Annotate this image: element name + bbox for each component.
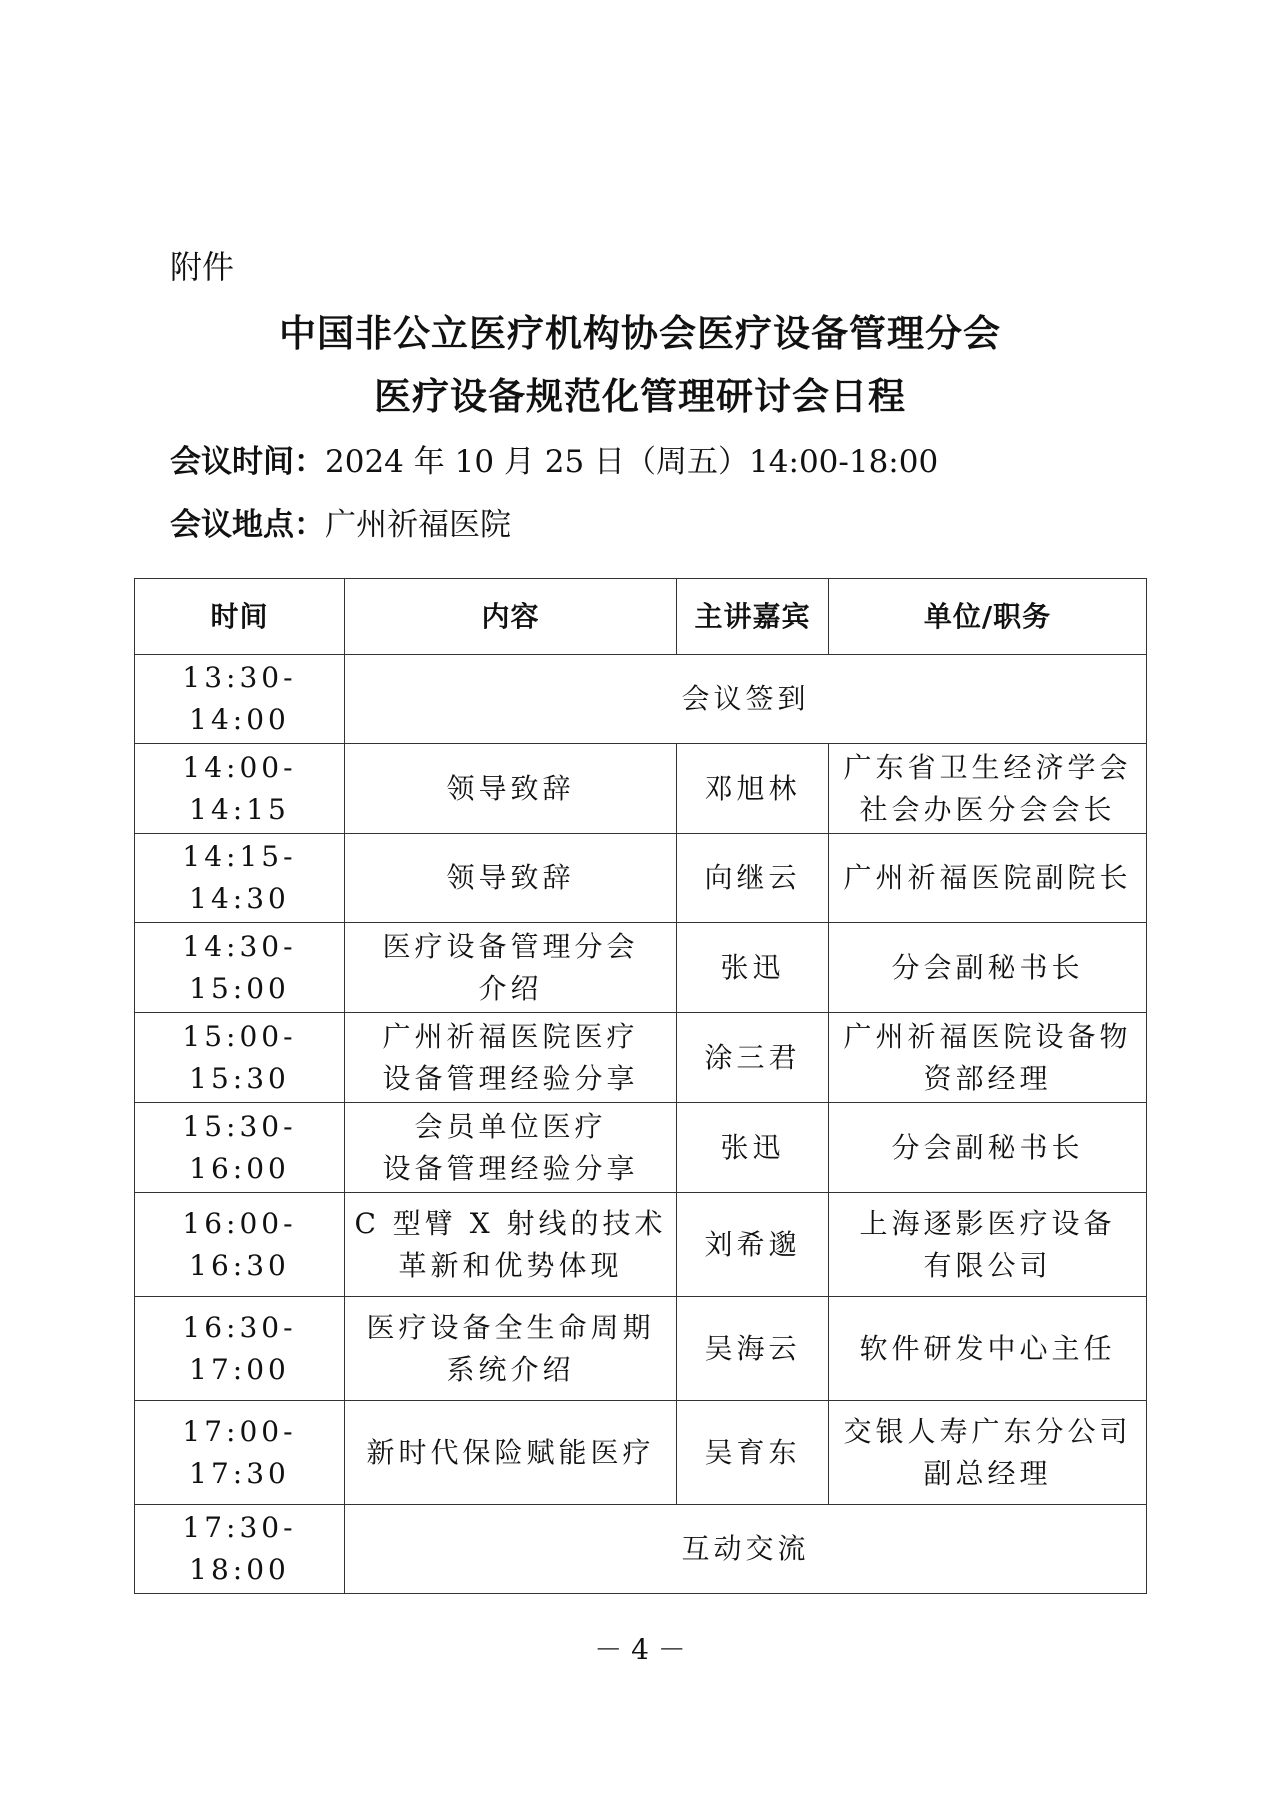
document-title-line-1: 中国非公立医疗机构协会医疗设备管理分会 (279, 312, 1001, 355)
cell-merged: 会议签到 (345, 655, 1147, 744)
cell-time: 16:00-16:30 (135, 1193, 345, 1297)
cell-speaker: 吴育东 (677, 1401, 829, 1505)
header-time: 时间 (135, 579, 345, 655)
cell-line: 交银人寿广东分公司 (843, 1414, 1132, 1448)
cell-line: 社会办医分会会长 (859, 792, 1116, 826)
cell-line: 广州祈福医院副院长 (843, 861, 1132, 894)
cell-line: 新时代保险赋能医疗 (366, 1435, 655, 1469)
cell-time: 15:00-15:30 (135, 1013, 345, 1103)
table-row (135, 744, 1147, 834)
table-row (135, 655, 1147, 744)
cell-line: 设备管理经验分享 (382, 1061, 639, 1095)
cell-speaker: 邓旭林 (677, 744, 829, 834)
table-row (135, 1193, 1147, 1297)
cell-speaker: 刘希邈 (677, 1193, 829, 1297)
header-content: 内容 (345, 579, 677, 655)
cell-unit (829, 1193, 1147, 1297)
cell-line: 医疗设备全生命周期 (366, 1310, 655, 1344)
cell-speaker: 吴海云 (677, 1297, 829, 1401)
cell-speaker: 向继云 (677, 834, 829, 923)
cell-line: 设备管理经验分享 (382, 1151, 639, 1185)
cell-speaker: 张迅 (677, 923, 829, 1013)
meeting-time (170, 436, 938, 481)
cell-unit (829, 834, 1147, 923)
meeting-place-value: 广州祈福医院 (325, 507, 511, 543)
cell-line: 上海逐影医疗设备 (859, 1206, 1116, 1240)
cell-time: 17:00-17:30 (135, 1401, 345, 1505)
table-row (135, 1401, 1147, 1505)
schedule-body (135, 655, 1147, 1594)
cell-unit (829, 1401, 1147, 1505)
table-header-row (135, 579, 1147, 655)
meeting-place-label: 会议地点： (170, 507, 325, 543)
header-speaker: 主讲嘉宾 (677, 579, 829, 655)
cell-time: 14:15-14:30 (135, 834, 345, 923)
table-row (135, 1505, 1147, 1594)
cell-unit (829, 1297, 1147, 1401)
meeting-time-value: 2024 年 10 月 25 日（周五）14:00-18:00 (325, 444, 939, 480)
cell-line: 软件研发中心主任 (859, 1331, 1116, 1365)
table-row (135, 1013, 1147, 1103)
cell-line: 分会副秘书长 (891, 950, 1084, 984)
cell-line: 医疗设备管理分会 (382, 929, 639, 963)
attachment-label: 附件 (170, 248, 235, 286)
cell-unit (829, 1013, 1147, 1103)
table-row (135, 1103, 1147, 1193)
cell-time: 14:30-15:00 (135, 923, 345, 1013)
cell-unit (829, 1103, 1147, 1193)
cell-content (345, 1193, 677, 1297)
cell-line: 广东省卫生经济学会 (843, 750, 1132, 784)
cell-content (345, 1297, 677, 1401)
cell-unit (829, 744, 1147, 834)
cell-content (345, 1103, 677, 1193)
cell-content (345, 1013, 677, 1103)
cell-line: 领导致辞 (446, 861, 575, 894)
cell-line: C 型臂 X 射线的技术 (354, 1206, 667, 1240)
table-row (135, 834, 1147, 923)
table-row (135, 923, 1147, 1013)
cell-time: 13:30-14:00 (135, 655, 345, 744)
header-unit: 单位/职务 (829, 579, 1147, 655)
cell-line: 有限公司 (923, 1248, 1052, 1282)
cell-unit (829, 923, 1147, 1013)
document-title-line-2: 医疗设备规范化管理研讨会日程 (374, 375, 906, 418)
cell-time: 14:00-14:15 (135, 744, 345, 834)
cell-speaker: 涂三君 (677, 1013, 829, 1103)
cell-line: 领导致辞 (446, 771, 575, 805)
cell-line: 资部经理 (923, 1061, 1052, 1095)
cell-line: 广州祈福医院医疗 (382, 1019, 639, 1053)
table-row (135, 1297, 1147, 1401)
schedule-table (134, 578, 1147, 1594)
cell-time: 17:30-18:00 (135, 1505, 345, 1594)
cell-speaker: 张迅 (677, 1103, 829, 1193)
cell-content (345, 1401, 677, 1505)
cell-line: 介绍 (478, 971, 543, 1005)
meeting-time-label: 会议时间： (170, 444, 325, 480)
cell-line: 分会副秘书长 (891, 1130, 1084, 1164)
cell-merged: 互动交流 (345, 1505, 1147, 1594)
cell-time: 15:30-16:00 (135, 1103, 345, 1193)
page-number: － 4 － (594, 1633, 686, 1666)
cell-content (345, 923, 677, 1013)
cell-content (345, 744, 677, 834)
cell-line: 广州祈福医院设备物 (843, 1019, 1132, 1053)
cell-time: 16:30-17:00 (135, 1297, 345, 1401)
meeting-place (170, 499, 511, 544)
cell-line: 革新和优势体现 (398, 1248, 623, 1282)
cell-line: 副总经理 (923, 1456, 1052, 1490)
cell-content (345, 834, 677, 923)
cell-line: 系统介绍 (446, 1352, 575, 1386)
cell-line: 会员单位医疗 (414, 1109, 607, 1143)
